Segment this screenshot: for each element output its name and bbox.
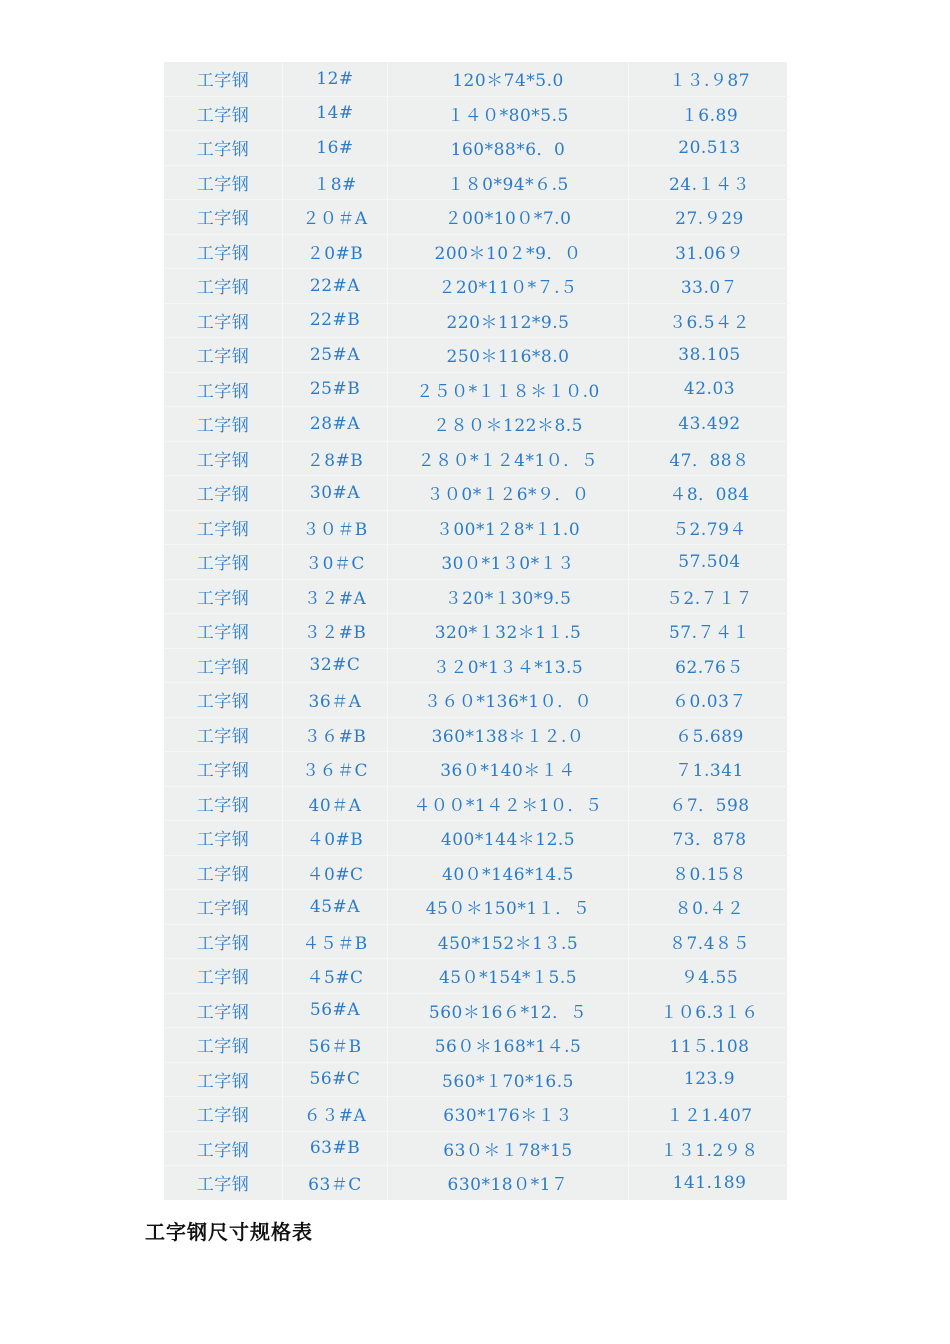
weight-cell: ６7．598 — [629, 786, 791, 821]
steel-type-cell: 工字钢 — [164, 407, 283, 442]
table-row — [164, 959, 790, 994]
steel-spec-table — [164, 62, 787, 1200]
table-row — [164, 614, 790, 649]
steel-type-cell: 工字钢 — [164, 579, 283, 614]
table-row — [164, 131, 790, 166]
section-heading: 工字钢尺寸规格表 — [145, 1220, 313, 1244]
model-cell: ６３#A — [283, 1097, 388, 1132]
dimensions-cell: 400*144＊12.5 — [388, 821, 629, 856]
steel-type-cell: 工字钢 — [164, 372, 283, 407]
steel-type-cell: 工字钢 — [164, 303, 283, 338]
dimensions-cell: ３00*1２8*１1.0 — [388, 510, 629, 545]
table-row — [164, 96, 790, 131]
steel-type-cell: 工字钢 — [164, 510, 283, 545]
dimensions-cell: ４００*1４２＊1０．５ — [388, 786, 629, 821]
steel-type-cell: 工字钢 — [164, 1166, 283, 1200]
table-row — [164, 648, 790, 683]
table-row — [164, 786, 790, 821]
model-cell: 63＃C — [283, 1166, 388, 1200]
model-cell: ４0#B — [283, 821, 388, 856]
dimensions-cell: 200＊10２*9．０ — [388, 234, 629, 269]
steel-table — [164, 62, 790, 1200]
steel-type-cell: 工字钢 — [164, 614, 283, 649]
dimensions-cell: ２８０*１２4*1０．５ — [388, 441, 629, 476]
model-cell: 56#A — [283, 993, 388, 1028]
dimensions-cell: 36０*140＊１４ — [388, 752, 629, 787]
model-cell: ２0#B — [283, 234, 388, 269]
dimensions-cell: １８0*94*６.5 — [388, 165, 629, 200]
dimensions-cell: ２20*11０*７.５ — [388, 269, 629, 304]
model-cell: 14# — [283, 96, 388, 131]
steel-type-cell: 工字钢 — [164, 821, 283, 856]
weight-cell: ８7.4８５ — [629, 924, 791, 959]
model-cell: ４5#C — [283, 959, 388, 994]
dimensions-cell: 560*１70*16.5 — [388, 1062, 629, 1097]
table-row — [164, 476, 790, 511]
steel-type-cell: 工字钢 — [164, 476, 283, 511]
steel-type-cell: 工字钢 — [164, 717, 283, 752]
table-row — [164, 510, 790, 545]
steel-type-cell: 工字钢 — [164, 786, 283, 821]
steel-type-cell: 工字钢 — [164, 1131, 283, 1166]
weight-cell: 141.189 — [629, 1166, 791, 1200]
model-cell: ３0＃C — [283, 545, 388, 580]
dimensions-cell: 63０＊１78*15 — [388, 1131, 629, 1166]
dimensions-cell: 120＊74*5.0 — [388, 62, 629, 96]
dimensions-cell: ３０0*１２6*９．０ — [388, 476, 629, 511]
steel-type-cell: 工字钢 — [164, 1097, 283, 1132]
model-cell: ３２#B — [283, 614, 388, 649]
dimensions-cell: 360*138＊１２.０ — [388, 717, 629, 752]
weight-cell: １２1.407 — [629, 1097, 791, 1132]
weight-cell: 42.03 — [629, 372, 791, 407]
table-row — [164, 890, 790, 925]
steel-type-cell: 工字钢 — [196, 71, 250, 92]
dimensions-cell: 56０＊168*1４.5 — [388, 1028, 629, 1063]
model-cell: 56#C — [283, 1062, 388, 1097]
table-row — [164, 683, 790, 718]
steel-type-cell: 工字钢 — [164, 131, 283, 166]
table-row — [164, 1062, 790, 1097]
steel-type-cell: 工字钢 — [164, 338, 283, 373]
steel-type-cell: 工字钢 — [164, 1062, 283, 1097]
steel-type-cell: 工字钢 — [164, 648, 283, 683]
weight-cell: ７1.341 — [629, 752, 791, 787]
model-cell: 22#A — [283, 269, 388, 304]
table-row — [164, 200, 790, 235]
table-row — [164, 821, 790, 856]
weight-cell: １３.９87 — [629, 62, 791, 96]
model-cell: 12# — [283, 62, 388, 96]
table-row — [164, 545, 790, 580]
model-cell: 28#A — [283, 407, 388, 442]
table-row — [164, 993, 790, 1028]
table-row — [164, 1028, 790, 1063]
model-cell: 32#C — [283, 648, 388, 683]
dimensions-cell: １４０*80*5.5 — [388, 96, 629, 131]
steel-type-cell: 工字钢 — [164, 890, 283, 925]
table-row — [164, 441, 790, 476]
table-row — [164, 407, 790, 442]
dimensions-cell: 45０＊150*1１．５ — [388, 890, 629, 925]
dimensions-cell: ２00*10０*7.0 — [388, 200, 629, 235]
dimensions-cell: 560＊16６*12．５ — [388, 993, 629, 1028]
steel-type-cell: 工字钢 — [164, 752, 283, 787]
table-row — [164, 1131, 790, 1166]
model-cell: 45#A — [283, 890, 388, 925]
table-row — [164, 372, 790, 407]
dimensions-cell: 630*18０*1７ — [388, 1166, 629, 1200]
weight-cell: 43.492 — [629, 407, 791, 442]
weight-cell: 33.0７ — [629, 269, 791, 304]
weight-cell: 27.９29 — [629, 200, 791, 235]
steel-type-cell: 工字钢 — [164, 993, 283, 1028]
weight-cell: ８0.15８ — [629, 855, 791, 890]
model-cell: ２8#B — [283, 441, 388, 476]
table-row — [164, 269, 790, 304]
weight-cell: ４8．084 — [629, 476, 791, 511]
dimensions-cell: 450*152＊1３.5 — [388, 924, 629, 959]
weight-cell: １6.89 — [629, 96, 791, 131]
dimensions-cell: ３20*１30*9.5 — [388, 579, 629, 614]
dimensions-cell: 250＊116*8.0 — [388, 338, 629, 373]
weight-cell: 57.７４１ — [629, 614, 791, 649]
weight-cell: 24.１４３ — [629, 165, 791, 200]
steel-type-cell: 工字钢 — [164, 1028, 283, 1063]
steel-type-cell: 工字钢 — [164, 234, 283, 269]
table-row — [164, 924, 790, 959]
model-cell: ２０＃A — [283, 200, 388, 235]
weight-cell: ３6.5４２ — [629, 303, 791, 338]
model-cell: 25#B — [283, 372, 388, 407]
model-cell: ３０＃B — [283, 510, 388, 545]
weight-cell: １３1.2９８ — [629, 1131, 791, 1166]
steel-type-cell: 工字钢 — [164, 165, 283, 200]
steel-type-cell: 工字钢 — [164, 924, 283, 959]
table-row — [164, 234, 790, 269]
table-row — [164, 752, 790, 787]
model-cell: ３２#A — [283, 579, 388, 614]
weight-cell: ９4.55 — [629, 959, 791, 994]
dimensions-cell: 30０*1３0*１３ — [388, 545, 629, 580]
weight-cell: 20.513 — [629, 131, 791, 166]
weight-cell: ５2.７１７ — [629, 579, 791, 614]
weight-cell: ６0.03７ — [629, 683, 791, 718]
steel-type-cell: 工字钢 — [164, 683, 283, 718]
model-cell: ３６#B — [283, 717, 388, 752]
weight-cell: ５2.79４ — [629, 510, 791, 545]
dimensions-cell: ２８０＊122＊8.5 — [388, 407, 629, 442]
model-cell: 30#A — [283, 476, 388, 511]
weight-cell: 11５.108 — [629, 1028, 791, 1063]
model-cell: 22#B — [283, 303, 388, 338]
weight-cell: ６5.689 — [629, 717, 791, 752]
model-cell: １8# — [283, 165, 388, 200]
table-body — [164, 62, 790, 1200]
steel-type-cell: 工字钢 — [164, 545, 283, 580]
weight-cell: ８0.４２ — [629, 890, 791, 925]
dimensions-cell: 630*176＊１３ — [388, 1097, 629, 1132]
steel-type-cell: 工字钢 — [164, 96, 283, 131]
table-row — [164, 1097, 790, 1132]
model-cell: 63#B — [283, 1131, 388, 1166]
model-cell: ３６＃C — [283, 752, 388, 787]
weight-cell: 123.9 — [629, 1062, 791, 1097]
dimensions-cell: ３２0*1３４*13.5 — [388, 648, 629, 683]
model-cell: 25#A — [283, 338, 388, 373]
steel-type-cell: 工字钢 — [164, 855, 283, 890]
dimensions-cell: ２５０*１１８＊１０.0 — [388, 372, 629, 407]
table-row — [164, 579, 790, 614]
table-row — [164, 165, 790, 200]
dimensions-cell: 220＊112*9.5 — [388, 303, 629, 338]
weight-cell: 47．88８ — [629, 441, 791, 476]
steel-type-cell: 工字钢 — [164, 200, 283, 235]
table-row — [164, 855, 790, 890]
dimensions-cell: 320*１32＊1１.5 — [388, 614, 629, 649]
model-cell: ４0#C — [283, 855, 388, 890]
model-cell: ４５＃B — [283, 924, 388, 959]
dimensions-cell: 45０*154*１5.5 — [388, 959, 629, 994]
table-row — [164, 717, 790, 752]
model-cell: 56＃B — [283, 1028, 388, 1063]
weight-cell: 57.504 — [629, 545, 791, 580]
weight-cell: 73．878 — [629, 821, 791, 856]
dimensions-cell: 160*88*6．0 — [388, 131, 629, 166]
steel-type-cell: 工字钢 — [164, 441, 283, 476]
table-row — [164, 303, 790, 338]
table-row — [164, 62, 790, 96]
model-cell: 40＃A — [283, 786, 388, 821]
weight-cell: 62.76５ — [629, 648, 791, 683]
model-cell: 36＃A — [283, 683, 388, 718]
weight-cell: １０6.3１６ — [629, 993, 791, 1028]
weight-cell: 38.105 — [629, 338, 791, 373]
weight-cell: 31.06９ — [629, 234, 791, 269]
dimensions-cell: 40０*146*14.5 — [388, 855, 629, 890]
dimensions-cell: ３６０*136*1０．０ — [388, 683, 629, 718]
table-row — [164, 1166, 790, 1200]
table-row — [164, 338, 790, 373]
model-cell: 16# — [283, 131, 388, 166]
steel-type-cell: 工字钢 — [164, 959, 283, 994]
steel-type-cell: 工字钢 — [164, 269, 283, 304]
